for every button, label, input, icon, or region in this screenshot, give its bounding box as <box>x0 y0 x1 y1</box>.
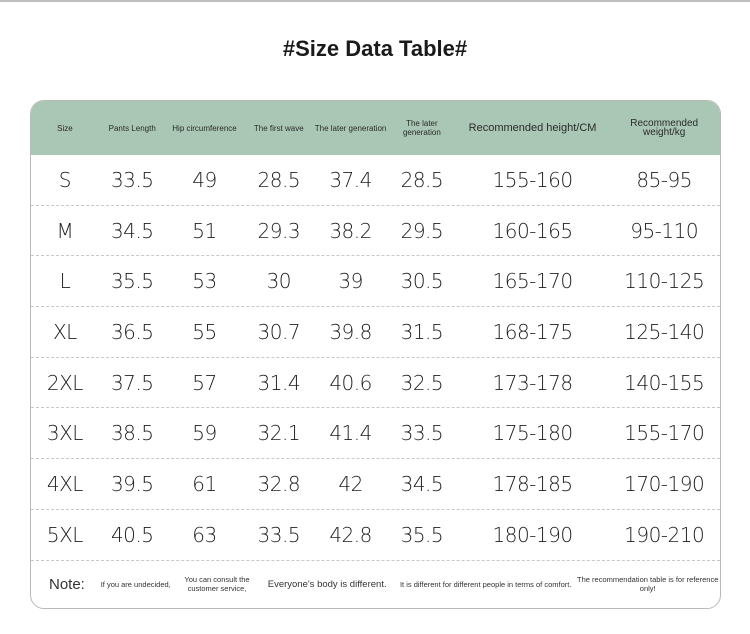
size-cell: 5XL <box>46 522 83 547</box>
note-item: Everyone's body is different. <box>267 578 387 590</box>
header-pants-length: Pants Length <box>108 123 156 133</box>
table-cell: 95-110 <box>630 218 699 243</box>
table-cell: 33.5 <box>110 167 154 192</box>
table-row <box>31 256 720 307</box>
header-first-wave: The first wave <box>253 123 304 133</box>
table-cell: 40.6 <box>329 370 372 395</box>
header-later-generation-2: The later generation <box>402 119 441 137</box>
note-item: You can consult the customer service, <box>184 575 250 593</box>
size-cell: 2XL <box>46 370 83 395</box>
table-cell: 39.8 <box>329 319 372 344</box>
table-cell: 49 <box>192 167 217 192</box>
table-cell: 29.3 <box>257 218 301 243</box>
header-recommended-height: Recommended height/CM <box>468 121 597 134</box>
table-cell: 57 <box>192 370 217 395</box>
size-cell: 4XL <box>46 472 83 497</box>
table-cell: 31.4 <box>257 370 301 395</box>
table-cell: 51 <box>192 218 217 243</box>
table-row <box>31 206 720 257</box>
table-cell: 140-155 <box>624 370 705 395</box>
table-cell: 170-190 <box>624 472 705 497</box>
note-label: Note: <box>49 575 85 593</box>
page-title: #Size Data Table# <box>282 36 468 61</box>
table-cell: 30.5 <box>400 269 444 294</box>
table-cell: 175-180 <box>492 421 573 446</box>
table-cell: 61 <box>192 472 217 497</box>
table-cell: 28.5 <box>257 167 301 192</box>
note-item: The recommendation table is for reference only! <box>577 575 719 593</box>
table-cell: 34.5 <box>110 218 154 243</box>
table-row <box>31 459 720 510</box>
size-cell: S <box>58 167 71 192</box>
table-cell: 165-170 <box>492 269 573 294</box>
table-row <box>31 155 720 206</box>
table-row <box>31 307 720 358</box>
table-cell: 38.5 <box>110 421 154 446</box>
table-cell: 35.5 <box>110 269 154 294</box>
size-cell: M <box>56 218 74 243</box>
table-cell: 53 <box>192 269 217 294</box>
table-cell: 28.5 <box>400 167 444 192</box>
table-cell: 63 <box>192 522 217 547</box>
table-cell: 39.5 <box>110 472 154 497</box>
table-cell: 33.5 <box>257 522 301 547</box>
size-cell: XL <box>52 319 77 344</box>
table-cell: 173-178 <box>492 370 573 395</box>
table-cell: 32.8 <box>257 472 301 497</box>
table-row <box>31 409 720 460</box>
table-cell: 37.5 <box>110 370 154 395</box>
table-cell: 39 <box>338 269 363 294</box>
table-cell: 110-125 <box>624 269 705 294</box>
table-cell: 32.1 <box>257 421 301 446</box>
table-header-row <box>31 101 720 155</box>
table-row <box>31 358 720 409</box>
table-cell: 38.2 <box>329 218 372 243</box>
top-divider <box>0 0 750 2</box>
table-cell: 125-140 <box>624 319 705 344</box>
table-cell: 85-95 <box>636 167 692 192</box>
table-row <box>31 510 720 561</box>
table-cell: 30.7 <box>257 319 301 344</box>
table-cell: 160-165 <box>492 218 573 243</box>
table-cell: 40.5 <box>110 522 154 547</box>
header-hip-circumference: Hip circumference <box>172 123 237 133</box>
table-cell: 41.4 <box>329 421 372 446</box>
table-cell: 30 <box>266 269 292 294</box>
table-cell: 31.5 <box>400 319 444 344</box>
header-later-generation-1: The later generation <box>314 123 387 133</box>
size-table <box>30 100 721 609</box>
table-cell: 168-175 <box>492 319 573 344</box>
table-cell: 36.5 <box>110 319 154 344</box>
table-cell: 34.5 <box>400 472 444 497</box>
table-cell: 42.8 <box>329 522 372 547</box>
table-cell: 35.5 <box>400 522 444 547</box>
size-cell: L <box>59 269 71 294</box>
table-cell: 29.5 <box>400 218 444 243</box>
table-cell: 32.5 <box>400 370 444 395</box>
table-cell: 180-190 <box>492 522 573 547</box>
table-cell: 42 <box>338 472 363 497</box>
table-cell: 33.5 <box>400 421 444 446</box>
table-cell: 190-210 <box>624 522 705 547</box>
table-cell: 155-160 <box>492 167 573 192</box>
note-row <box>31 560 720 608</box>
table-cell: 178-185 <box>492 472 573 497</box>
table-cell: 37.4 <box>329 167 372 192</box>
size-cell: 3XL <box>46 421 83 446</box>
note-item: It is different for different people in terms of comfort. <box>399 579 572 589</box>
header-size: Size <box>57 123 73 133</box>
header-recommended-weight: Recommended weight/kg <box>630 118 699 138</box>
table-cell: 155-170 <box>624 421 705 446</box>
table-cell: 59 <box>192 421 217 446</box>
note-item: If you are undecided, <box>100 579 171 589</box>
table-cell: 55 <box>192 319 217 344</box>
